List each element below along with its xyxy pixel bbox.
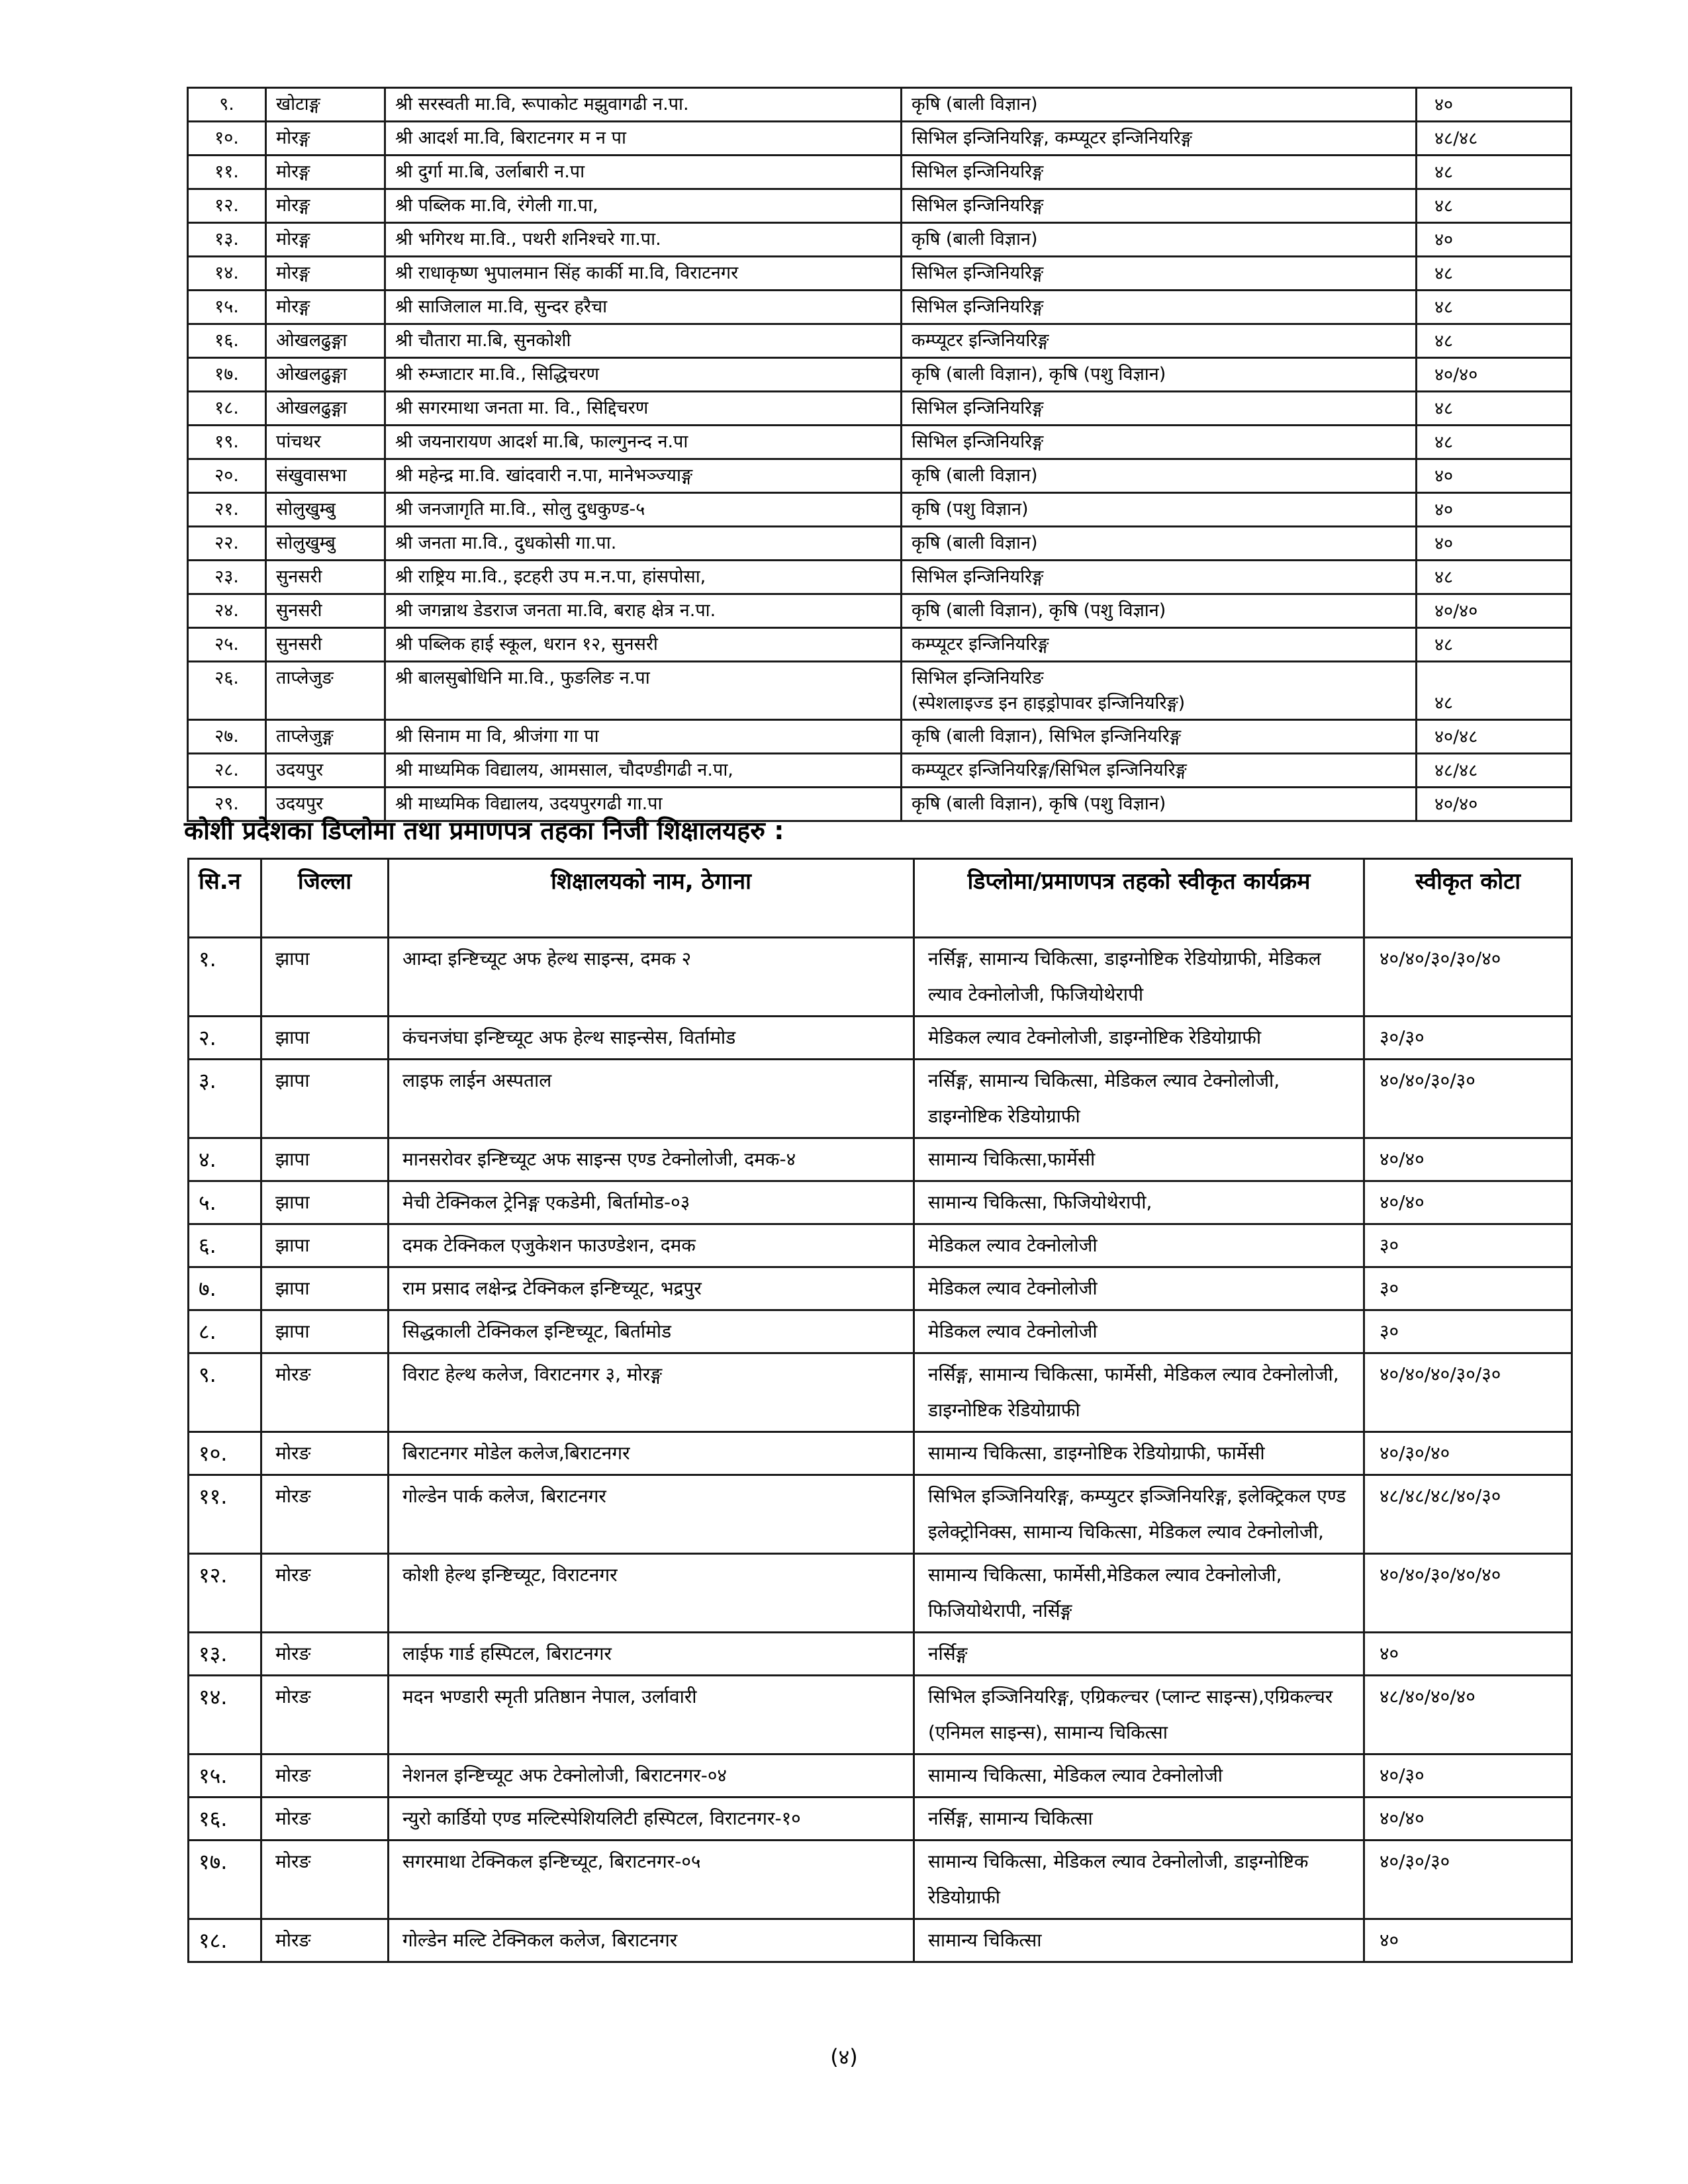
- quota: ४०: [1417, 88, 1571, 122]
- table-row: [189, 938, 1572, 1017]
- institute-name: बिराटनगर मोडेल कलेज,बिराटनगर: [389, 1432, 914, 1475]
- header-approved-quota: स्वीकृत कोटा: [1364, 859, 1572, 938]
- quota: ३०: [1364, 1267, 1572, 1310]
- program: कृषि (बाली विज्ञान), कृषि (पशु विज्ञान): [902, 594, 1417, 628]
- district: खोटाङ्ग: [266, 88, 385, 122]
- school-name: श्री माध्यमिक विद्यालय, आमसाल, चौदण्डीगढी न.पा,: [385, 754, 902, 788]
- school-name: श्री पब्लिक मा.वि, रंगेली गा.पा,: [385, 189, 902, 223]
- quota: ४८: [1417, 426, 1571, 459]
- program: मेडिकल ल्याव टेक्नोलोजी: [914, 1267, 1364, 1310]
- table-row: [189, 1797, 1572, 1841]
- program: सिभिल इन्जिनियरिङ्ग: [902, 291, 1417, 324]
- quota: ४०/४०/३०/३०/४०: [1364, 938, 1572, 1017]
- program: कृषि (बाली विज्ञान), कृषि (पशु विज्ञान): [902, 788, 1417, 821]
- table-row: [189, 1754, 1572, 1797]
- serial-number: ६.: [189, 1224, 261, 1267]
- program: नर्सिङ्ग, सामान्य चिकित्सा, फार्मेसी, मेडिकल ल्याव टेक्नोलोजी, डाइग्नोष्टिक रेडियोग्राफी: [914, 1353, 1364, 1432]
- institute-name: गोल्डेन पार्क कलेज, बिराटनगर: [389, 1475, 914, 1554]
- institute-name: विराट हेल्थ कलेज, विराटनगर ३, मोरङ्ग: [389, 1353, 914, 1432]
- program: कृषि (पशु विज्ञान): [902, 493, 1417, 527]
- district: मोरङ्ग: [266, 156, 385, 189]
- serial-number: २१.: [188, 493, 266, 527]
- program: नर्सिङ्ग, सामान्य चिकित्सा, डाइग्नोष्टिक रेडियोग्राफी, मेडिकल ल्याव टेक्नोलोजी, फिजियोथेरापी: [914, 938, 1364, 1017]
- district: सुनसरी: [266, 561, 385, 594]
- program: सिभिल इन्जिनियरिङ्ग: [902, 257, 1417, 291]
- program: कृषि (बाली विज्ञान): [902, 527, 1417, 561]
- district: झापा: [261, 1138, 389, 1181]
- district: मोरङ: [261, 1676, 389, 1754]
- serial-number: ३.: [189, 1060, 261, 1138]
- school-name: श्री साजिलाल मा.वि, सुन्दर हरैचा: [385, 291, 902, 324]
- quota: ३०: [1364, 1224, 1572, 1267]
- quota: ४०/४०: [1417, 358, 1571, 392]
- school-name: श्री जनता मा.वि., दुधकोसी गा.पा.: [385, 527, 902, 561]
- institute-name: सिद्धकाली टेक्निकल इन्ष्टिच्यूट, बिर्तामोड: [389, 1310, 914, 1353]
- district: मोरङ: [261, 1432, 389, 1475]
- serial-number: १२.: [189, 1554, 261, 1633]
- district: मोरङ: [261, 1797, 389, 1841]
- table-row: [189, 1310, 1572, 1353]
- table-row: [188, 88, 1571, 122]
- table-row: [189, 1181, 1572, 1224]
- table-row: [189, 1475, 1572, 1554]
- serial-number: २४.: [188, 594, 266, 628]
- quota: ४८: [1417, 324, 1571, 358]
- school-name: श्री महेन्द्र मा.वि. खांदवारी न.पा, मानेभञ्ज्याङ्ग: [385, 459, 902, 493]
- program: कृषि (बाली विज्ञान): [902, 88, 1417, 122]
- quota: ३०: [1364, 1310, 1572, 1353]
- serial-number: २६.: [188, 662, 266, 720]
- serial-number: ७.: [189, 1267, 261, 1310]
- quota: ४८/४८: [1417, 754, 1571, 788]
- school-name: श्री राधाकृष्ण भुपालमान सिंह कार्की मा.वि, विराटनगर: [385, 257, 902, 291]
- district: मोरङ: [261, 1353, 389, 1432]
- district: सोलुखुम्बु: [266, 527, 385, 561]
- program: नर्सिङ्ग, सामान्य चिकित्सा: [914, 1797, 1364, 1841]
- institute-name: आम्दा इन्ष्टिच्यूट अफ हेल्थ साइन्स, दमक २: [389, 938, 914, 1017]
- quota: ४८: [1417, 257, 1571, 291]
- program: सिभिल इन्जिनियरिङ्ग: [902, 426, 1417, 459]
- quota: ४८/४०/४०/४०: [1364, 1676, 1572, 1754]
- quota: ४०/४०/३०/४०/४०: [1364, 1554, 1572, 1633]
- program: सामान्य चिकित्सा, फार्मेसी,मेडिकल ल्याव टेक्नोलोजी, फिजियोथेरापी, नर्सिङ्ग: [914, 1554, 1364, 1633]
- school-name: श्री सिनाम मा वि, श्रीजंगा गा पा: [385, 720, 902, 754]
- quota: ३०/३०: [1364, 1017, 1572, 1060]
- serial-number: १.: [189, 938, 261, 1017]
- government-schools-table: [187, 87, 1572, 822]
- quota: ४०/३०: [1364, 1754, 1572, 1797]
- table-row: [188, 594, 1571, 628]
- district: मोरङ्ग: [266, 257, 385, 291]
- program: कम्प्यूटर इन्जिनियरिङ्ग: [902, 324, 1417, 358]
- school-name: श्री माध्यमिक विद्यालय, उदयपुरगढी गा.पा: [385, 788, 902, 821]
- header-district: जिल्ला: [261, 859, 389, 938]
- program: सामान्य चिकित्सा, मेडिकल ल्याव टेक्नोलोजी, डाइग्नोष्टिक रेडियोग्राफी: [914, 1841, 1364, 1919]
- district: झापा: [261, 1181, 389, 1224]
- serial-number: २०.: [188, 459, 266, 493]
- table-row: [188, 628, 1571, 662]
- district: मोरङ: [261, 1633, 389, 1676]
- table-row: [188, 189, 1571, 223]
- serial-number: २२.: [188, 527, 266, 561]
- district: मोरङ्ग: [266, 291, 385, 324]
- program: मेडिकल ल्याव टेक्नोलोजी: [914, 1224, 1364, 1267]
- quota: ४०: [1417, 459, 1571, 493]
- district: उदयपुर: [266, 754, 385, 788]
- table-row: [188, 527, 1571, 561]
- private-institutes-table: [187, 858, 1573, 1963]
- school-name: श्री राष्ट्रिय मा.वि., इटहरी उप म.न.पा, हांसपोसा,: [385, 561, 902, 594]
- institute-name: दमक टेक्निकल एजुकेशन फाउण्डेशन, दमक: [389, 1224, 914, 1267]
- serial-number: ९.: [188, 88, 266, 122]
- serial-number: १८.: [188, 392, 266, 426]
- quota: ४८: [1417, 156, 1571, 189]
- header-serial-number: सि.न: [189, 859, 261, 938]
- serial-number: २३.: [188, 561, 266, 594]
- program: कम्प्यूटर इन्जिनियरिङ्ग/सिभिल इन्जिनियरिङ्ग: [902, 754, 1417, 788]
- institute-name: मेची टेक्निकल ट्रेनिङ्ग एकडेमी, बिर्तामोड-०३: [389, 1181, 914, 1224]
- serial-number: १३.: [188, 223, 266, 257]
- quota: ४०/४०: [1364, 1138, 1572, 1181]
- table-row: [189, 1353, 1572, 1432]
- program: सिभिल इन्जिनियरिङ्ग: [902, 392, 1417, 426]
- quota: ४०/४०/३०/३०: [1364, 1060, 1572, 1138]
- table-row: [189, 1919, 1572, 1962]
- quota: ४०: [1364, 1919, 1572, 1962]
- program: सिभिल इञ्जिनियरिङ्ग, एग्रिकल्चर (प्लान्ट साइन्स),एग्रिकल्चर (एनिमल साइन्स), सामान्य चिकित्सा: [914, 1676, 1364, 1754]
- serial-number: २९.: [188, 788, 266, 821]
- district: ताप्लेजुङ्ग: [266, 720, 385, 754]
- district: सुनसरी: [266, 628, 385, 662]
- table-row: [189, 1841, 1572, 1919]
- quota: ४०/३०/३०: [1364, 1841, 1572, 1919]
- institute-name: लाईफ गार्ड हस्पिटल, बिराटनगर: [389, 1633, 914, 1676]
- program: कम्प्यूटर इन्जिनियरिङ्ग: [902, 628, 1417, 662]
- district: सोलुखुम्बु: [266, 493, 385, 527]
- institute-name: लाइफ लाईन अस्पताल: [389, 1060, 914, 1138]
- quota: ४०/४०: [1364, 1181, 1572, 1224]
- district: झापा: [261, 1267, 389, 1310]
- quota: ४०: [1417, 493, 1571, 527]
- quota: ४८: [1417, 189, 1571, 223]
- program: सिभिल इन्जिनियरिङ्ग, कम्प्यूटर इन्जिनियरिङ्ग: [902, 122, 1417, 156]
- district: मोरङ: [261, 1841, 389, 1919]
- table-row: [188, 754, 1571, 788]
- program: कृषि (बाली विज्ञान): [902, 459, 1417, 493]
- serial-number: ११.: [188, 156, 266, 189]
- program: नर्सिङ्ग, सामान्य चिकित्सा, मेडिकल ल्याव टेक्नोलोजी, डाइग्नोष्टिक रेडियोग्राफी: [914, 1060, 1364, 1138]
- serial-number: २५.: [188, 628, 266, 662]
- serial-number: १७.: [188, 358, 266, 392]
- serial-number: १६.: [188, 324, 266, 358]
- district: झापा: [261, 938, 389, 1017]
- district: पांचथर: [266, 426, 385, 459]
- school-name: श्री जयनारायण आदर्श मा.बि, फाल्गुनन्द न.पा: [385, 426, 902, 459]
- program: सिभिल इन्जिनियरिङ्ग: [902, 561, 1417, 594]
- program-line-specialization: (स्पेशलाइज्ड इन हाइड्रोपावर इन्जिनियरिङ्ग): [912, 693, 1186, 713]
- quota: ४०/४८: [1417, 720, 1571, 754]
- quota: ४८/४८: [1417, 122, 1571, 156]
- district: सुनसरी: [266, 594, 385, 628]
- quota: ४०/३०/४०: [1364, 1432, 1572, 1475]
- serial-number: १४.: [188, 257, 266, 291]
- table-row: [188, 156, 1571, 189]
- quota: ४०/४०/४०/३०/३०: [1364, 1353, 1572, 1432]
- district: मोरङ्ग: [266, 122, 385, 156]
- table-row: [188, 392, 1571, 426]
- table-row: [188, 291, 1571, 324]
- institute-name: नेशनल इन्ष्टिच्यूट अफ टेक्नोलोजी, बिराटनगर-०४: [389, 1754, 914, 1797]
- quota: ४०/४०: [1364, 1797, 1572, 1841]
- serial-number: १७.: [189, 1841, 261, 1919]
- section-title: कोशी प्रदेशका डिप्लोमा तथा प्रमाणपत्र तहका निजी शिक्षालयहरु :: [184, 816, 784, 845]
- table-row: [188, 426, 1571, 459]
- serial-number: २.: [189, 1017, 261, 1060]
- table-row: [188, 122, 1571, 156]
- table-row: [189, 1060, 1572, 1138]
- program: सिभिल इञ्जिनियरिङ्ग, कम्प्युटर इञ्जिनियरिङ्ग, इलेक्ट्रिकल एण्ड इलेक्ट्रोनिक्स, सामान्य चिकित्सा, मेडिकल ल्याव टेक्नोलोजी,: [914, 1475, 1364, 1554]
- program: सामान्य चिकित्सा, डाइग्नोष्टिक रेडियोग्राफी, फार्मेसी: [914, 1432, 1364, 1475]
- table-row: [188, 662, 1571, 720]
- school-name: श्री सरस्वती मा.वि, रूपाकोट मझुवागढी न.पा.: [385, 88, 902, 122]
- district: मोरङ: [261, 1919, 389, 1962]
- quota: ४८: [1417, 392, 1571, 426]
- serial-number: १०.: [188, 122, 266, 156]
- page-number: (४): [830, 2044, 858, 2070]
- district: मोरङ: [261, 1754, 389, 1797]
- district: मोरङ्ग: [266, 223, 385, 257]
- district: ओखलढुङ्गा: [266, 324, 385, 358]
- institute-name: कंचनजंघा इन्ष्टिच्यूट अफ हेल्थ साइन्सेस, विर्तामोड: [389, 1017, 914, 1060]
- program: सिभिल इन्जिनियरिङ्ग: [902, 189, 1417, 223]
- school-name: श्री आदर्श मा.वि, बिराटनगर म न पा: [385, 122, 902, 156]
- program: सामान्य चिकित्सा,फार्मेसी: [914, 1138, 1364, 1181]
- table-row: [188, 459, 1571, 493]
- quota: ४०: [1364, 1633, 1572, 1676]
- serial-number: १६.: [189, 1797, 261, 1841]
- table-row: [189, 1676, 1572, 1754]
- institute-name: कोशी हेल्थ इन्ष्टिच्यूट, विराटनगर: [389, 1554, 914, 1633]
- district: झापा: [261, 1017, 389, 1060]
- serial-number: २८.: [188, 754, 266, 788]
- district: झापा: [261, 1060, 389, 1138]
- program: सामान्य चिकित्सा, फिजियोथेरापी,: [914, 1181, 1364, 1224]
- quota: ४०: [1417, 223, 1571, 257]
- district: मोरङ: [261, 1475, 389, 1554]
- quota: ४०/४०: [1417, 788, 1571, 821]
- institute-name: सगरमाथा टेक्निकल इन्ष्टिच्यूट, बिराटनगर-०५: [389, 1841, 914, 1919]
- program: सिभिल इन्जिनियरिङ्ग: [902, 156, 1417, 189]
- serial-number: ५.: [189, 1181, 261, 1224]
- program: कृषि (बाली विज्ञान): [902, 223, 1417, 257]
- school-name: श्री भगिरथ मा.वि., पथरी शनिश्चरे गा.पा.: [385, 223, 902, 257]
- table-header-row: [189, 859, 1572, 938]
- table-row: [188, 257, 1571, 291]
- serial-number: २७.: [188, 720, 266, 754]
- quota: ४०/४०: [1417, 594, 1571, 628]
- institute-name: न्युरो कार्डियो एण्ड मल्टिस्पेशियलिटी हस्पिटल, विराटनगर-१०: [389, 1797, 914, 1841]
- program: [902, 662, 1417, 720]
- serial-number: १९.: [188, 426, 266, 459]
- serial-number: ४.: [189, 1138, 261, 1181]
- institute-name: गोल्डेन मल्टि टेक्निकल कलेज, बिराटनगर: [389, 1919, 914, 1962]
- quota: ४०: [1417, 527, 1571, 561]
- serial-number: १३.: [189, 1633, 261, 1676]
- district: मोरङ: [261, 1554, 389, 1633]
- table-row: [189, 1224, 1572, 1267]
- program-line: सिभिल इन्जिनियरिङ: [912, 668, 1044, 688]
- header-approved-program: डिप्लोमा/प्रमाणपत्र तहको स्वीकृत कार्यक्रम: [914, 859, 1364, 938]
- serial-number: १०.: [189, 1432, 261, 1475]
- school-name: श्री सगरमाथा जनता मा. वि., सिद्दिचरण: [385, 392, 902, 426]
- district: ओखलढुङ्गा: [266, 358, 385, 392]
- program: मेडिकल ल्याव टेक्नोलोजी: [914, 1310, 1364, 1353]
- table-row: [188, 223, 1571, 257]
- school-name: श्री जनजागृति मा.वि., सोलु दुधकुण्ड-५: [385, 493, 902, 527]
- program: सामान्य चिकित्सा: [914, 1919, 1364, 1962]
- quota: ४८: [1417, 628, 1571, 662]
- quota: ४८: [1417, 662, 1571, 720]
- district: ओखलढुङ्गा: [266, 392, 385, 426]
- serial-number: १५.: [189, 1754, 261, 1797]
- table-row: [188, 358, 1571, 392]
- table-row: [188, 324, 1571, 358]
- district: संखुवासभा: [266, 459, 385, 493]
- table-row: [189, 1017, 1572, 1060]
- table-row: [189, 1138, 1572, 1181]
- quota: ४८: [1417, 291, 1571, 324]
- table-row: [189, 1554, 1572, 1633]
- district: मोरङ्ग: [266, 189, 385, 223]
- school-name: श्री बालसुबोधिनि मा.वि., फुङलिङ न.पा: [385, 662, 902, 720]
- school-name: श्री पब्लिक हाई स्कूल, धरान १२, सुनसरी: [385, 628, 902, 662]
- district: उदयपुर: [266, 788, 385, 821]
- serial-number: १५.: [188, 291, 266, 324]
- serial-number: ८.: [189, 1310, 261, 1353]
- serial-number: १२.: [188, 189, 266, 223]
- school-name: श्री दुर्गा मा.बि, उर्लाबारी न.पा: [385, 156, 902, 189]
- institute-name: राम प्रसाद लक्षेन्द्र टेक्निकल इन्ष्टिच्यूट, भद्रपुर: [389, 1267, 914, 1310]
- institute-name: मानसरोवर इन्ष्टिच्यूट अफ साइन्स एण्ड टेक्नोलोजी, दमक-४: [389, 1138, 914, 1181]
- government-schools-table-body: [188, 88, 1571, 821]
- table-row: [189, 1432, 1572, 1475]
- program: नर्सिङ्ग: [914, 1633, 1364, 1676]
- district: ताप्लेजुङ: [266, 662, 385, 720]
- district: झापा: [261, 1224, 389, 1267]
- table-row: [188, 493, 1571, 527]
- serial-number: १४.: [189, 1676, 261, 1754]
- table-row: [188, 720, 1571, 754]
- table-row: [189, 1633, 1572, 1676]
- district: झापा: [261, 1310, 389, 1353]
- school-name: श्री चौतारा मा.बि, सुनकोशी: [385, 324, 902, 358]
- school-name: श्री रुम्जाटार मा.वि., सिद्धिचरण: [385, 358, 902, 392]
- serial-number: १८.: [189, 1919, 261, 1962]
- private-institutes-table-body: [189, 938, 1572, 1962]
- school-name: श्री जगन्नाथ डेडराज जनता मा.वि, बराह क्षेत्र न.पा.: [385, 594, 902, 628]
- program: कृषि (बाली विज्ञान), सिभिल इन्जिनियरिङ्ग: [902, 720, 1417, 754]
- quota: ४८: [1417, 561, 1571, 594]
- program: कृषि (बाली विज्ञान), कृषि (पशु विज्ञान): [902, 358, 1417, 392]
- quota: ४८/४८/४८/४०/३०: [1364, 1475, 1572, 1554]
- program: मेडिकल ल्याव टेक्नोलोजी, डाइग्नोष्टिक रेडियोग्राफी: [914, 1017, 1364, 1060]
- institute-name: मदन भण्डारी स्मृती प्रतिष्ठान नेपाल, उर्लावारी: [389, 1676, 914, 1754]
- serial-number: ९.: [189, 1353, 261, 1432]
- header-school-name-address: शिक्षालयको नाम, ठेगाना: [389, 859, 914, 938]
- serial-number: ११.: [189, 1475, 261, 1554]
- program: सामान्य चिकित्सा, मेडिकल ल्याव टेक्नोलोजी: [914, 1754, 1364, 1797]
- table-row: [188, 561, 1571, 594]
- table-row: [189, 1267, 1572, 1310]
